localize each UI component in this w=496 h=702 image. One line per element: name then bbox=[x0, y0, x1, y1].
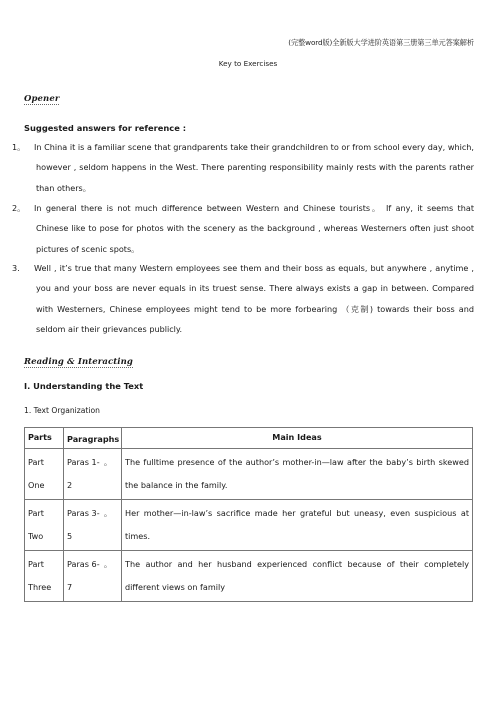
header-parts: Parts bbox=[25, 428, 64, 449]
cell-paras-text: Paras 3-5 bbox=[67, 508, 100, 541]
cell-paras bbox=[64, 449, 122, 500]
subheading-understanding: I. Understanding the Text bbox=[24, 381, 144, 391]
answer-text: Well , it’s true that many Western employees see them and their boss as equals, but anywhere , anytime , you and your boss are never equals in its truest sense. There always exists a gap in between. Compared with Westerners, Chinese employees might tend to be more forbearing （克制) towards their boss and seldom air their grievances publicly. bbox=[34, 263, 474, 334]
cell-paras-text: Paras 6-7 bbox=[67, 559, 100, 592]
header-paragraphs: Paragraphs bbox=[64, 428, 122, 449]
text-organization-table bbox=[24, 427, 473, 602]
table-row bbox=[25, 449, 473, 500]
answer-number: 3. bbox=[12, 263, 20, 273]
cell-paras bbox=[64, 551, 122, 602]
cell-main-idea: The author and her husband experienced conflict because of their completely different views on family bbox=[122, 551, 473, 602]
cell-part: Part One bbox=[25, 449, 64, 500]
answer-item-2 bbox=[12, 198, 474, 259]
table-header-row bbox=[25, 428, 473, 449]
answer-number: 2。 bbox=[12, 203, 26, 213]
document-title: Key to Exercises bbox=[218, 59, 278, 68]
answer-text: In general there is not much difference between Western and Chinese tourists。 If any, it seems that Chinese like to pose for photos with the scenery as the background , whereas Westerners often just shoot pictures of scenic spots。 bbox=[34, 203, 474, 254]
table-row bbox=[25, 500, 473, 551]
cell-mark: 。 bbox=[103, 508, 112, 518]
cell-paras bbox=[64, 500, 122, 551]
section-heading-opener: Opener bbox=[24, 94, 60, 104]
subheading-suggested-answers: Suggested answers for reference : bbox=[24, 123, 187, 133]
document-header: (完整word版)全新版大学进阶英语第三册第三单元答案解析 bbox=[288, 38, 474, 47]
cell-part: Part Two bbox=[25, 500, 64, 551]
table-row bbox=[25, 551, 473, 602]
header-main-ideas: Main Ideas bbox=[122, 428, 473, 449]
answer-item-1 bbox=[12, 137, 474, 198]
text-organization-label: 1. Text Organization bbox=[24, 406, 100, 415]
cell-mark: 。 bbox=[103, 457, 112, 467]
cell-main-idea: Her mother—in-law’s sacrifice made her grateful but uneasy, even suspicious at times. bbox=[122, 500, 473, 551]
cell-main-idea: The fulltime presence of the author’s mother-in—law after the baby’s birth skewed the balance in the family. bbox=[122, 449, 473, 500]
answer-number: 1。 bbox=[12, 142, 26, 152]
cell-paras-text: Paras 1-2 bbox=[67, 457, 100, 490]
answer-text: In China it is a familiar scene that grandparents take their grandchildren to or from school every day, which, however , seldom happens in the West. There parenting responsibility mainly rests with the parents rather than others。 bbox=[34, 142, 474, 193]
cell-part: Part Three bbox=[25, 551, 64, 602]
cell-mark: 。 bbox=[103, 559, 112, 569]
section-heading-reading: Reading & Interacting bbox=[24, 357, 133, 367]
answer-item-3 bbox=[12, 258, 474, 339]
